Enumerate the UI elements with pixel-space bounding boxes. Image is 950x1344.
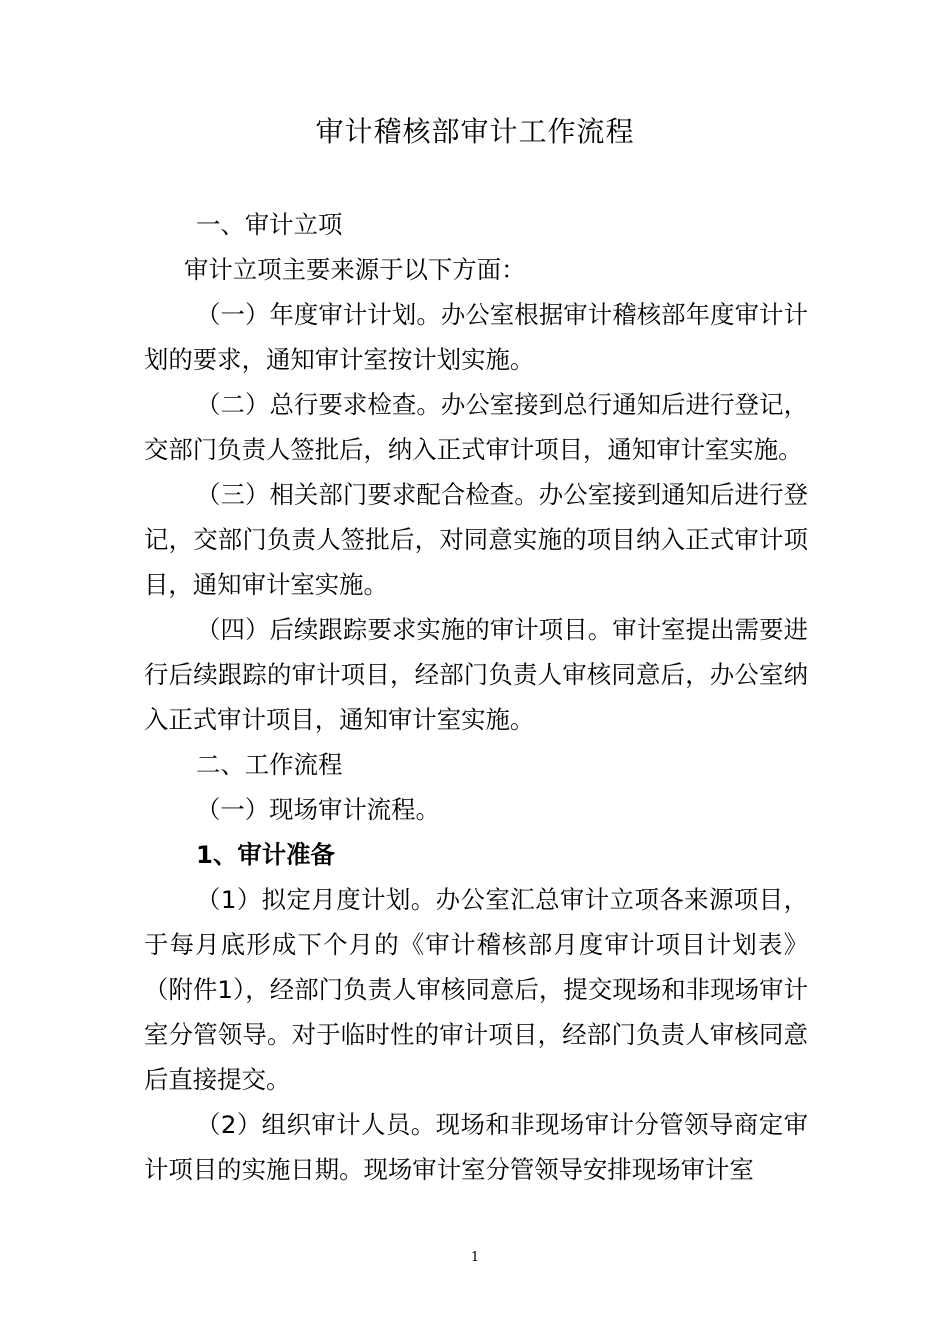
- page-number: 1: [470, 1250, 480, 1265]
- document-title: 审计稽核部审计工作流程: [315, 115, 635, 148]
- paragraph-item-2: （二）总行要求检查。办公室接到总行通知后进行登记，交部门负责人签批后，纳入正式审计项目，通知审计室实施。: [144, 390, 808, 464]
- subsection-heading: （一）现场审计流程。: [196, 795, 440, 824]
- document-body: [144, 202, 808, 1192]
- paragraph-step-1: （1）拟定月度计划。办公室汇总审计立项各来源项目，于每月底形成下个月的《审计稽核部月度审计项目计划表》（附件1），经部门负责人审核同意后，提交现场和非现场审计室分管领导。对于临时性的审计项目，经部门负责人审核同意后直接提交。: [144, 885, 808, 1094]
- section-heading-2: 二、工作流程: [196, 750, 343, 779]
- step-heading-audit-preparation: 1、审计准备: [196, 840, 335, 869]
- paragraph-item-1: （一）年度审计计划。办公室根据审计稽核部年度审计计划的要求，通知审计室按计划实施。: [144, 300, 808, 374]
- paragraph-item-4: （四）后续跟踪要求实施的审计项目。审计室提出需要进行后续跟踪的审计项目，经部门负责人审核同意后，办公室纳入正式审计项目，通知审计室实施。: [144, 615, 808, 734]
- paragraph-step-2: （2）组织审计人员。现场和非现场审计分管领导商定审计项目的实施日期。现场审计室分管领导安排现场审计室: [144, 1110, 808, 1184]
- paragraph-item-3: （三）相关部门要求配合检查。办公室接到通知后进行登记，交部门负责人签批后，对同意实施的项目纳入正式审计项目，通知审计室实施。: [144, 480, 808, 599]
- paragraph-intro: 审计立项主要来源于以下方面：: [184, 255, 526, 284]
- section-heading-1: 一、审计立项: [196, 210, 343, 239]
